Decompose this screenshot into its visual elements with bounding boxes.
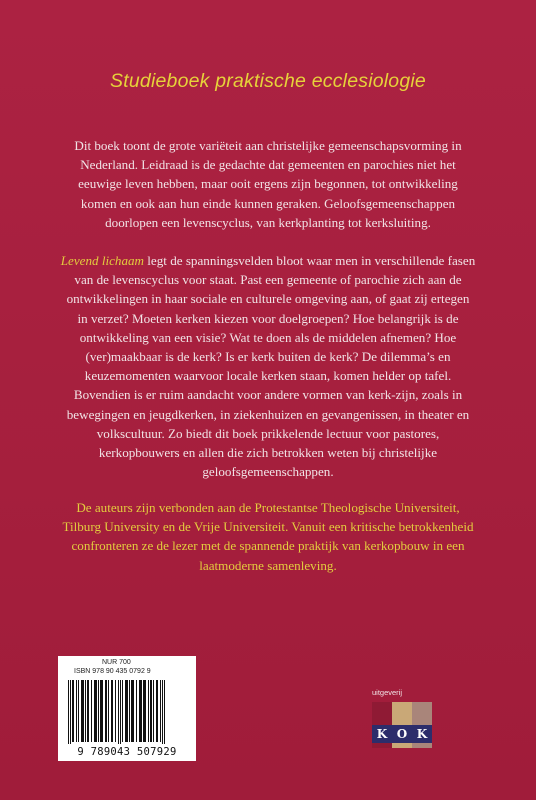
isbn-number: ISBN 978 90 435 0792 9 xyxy=(74,668,151,675)
description-paragraph-2-text: legt de spanningsvelden bloot waar men in verschillende fasen van de levenscyclus voor staat. Past een gemeente of parochie zich aan de ontwikkelingen in haar sociale en culturele omgeving aan, of gaat zij ertegen in verzet? Moeten kerken kiezen voor doelgroepen? Hoe belangrijk is de ontwikkeling van een visie? Wat te doen als de middelen afnemen? Hoe (ver)maakbaar is de kerk? Is er kerk buiten de kerk? De dilemma’s en keuzemomenten waarvoor locale kerken staan, komen helder op tafel. Bovendien is er ruim aandacht voor andere vormen van kerk-zijn, zoals in bewegingen en jeugdkerken, in ziekenhuizen en gevangenissen, in theater en volkscultuur. Zo biedt dit boek prikkelende lectuur voor pastores, kerkopbouwers en allen die zich betrokken weten bij christelijke geloofsgemeenschappen. xyxy=(66,253,476,480)
description-paragraph-2 xyxy=(60,251,476,481)
logo-letter: K xyxy=(376,727,388,741)
logo-letter: O xyxy=(396,727,408,741)
nur-code: NUR 700 xyxy=(102,659,131,666)
kok-logo-icon xyxy=(372,702,432,748)
ean-digits: 9 789043 507929 xyxy=(77,746,177,758)
logo-letter: K xyxy=(416,727,428,741)
publisher-label: uitgeverij xyxy=(372,688,403,697)
authors-paragraph: De auteurs zijn verbonden aan de Protestantse Theologische Universiteit, Tilburg University en de Vrije Universiteit. Vanuit een kritische betrokkenheid confronteren ze de lezer met de spannende praktijk van kerkopbouw in een laatmoderne samenleving. xyxy=(62,500,474,573)
barcode-icon xyxy=(68,680,186,744)
description-paragraph-1: Dit boek toont de grote variëteit aan christelijke gemeenschapsvorming in Nederland. Leidraad is de gedachte dat gemeenten en parochies niet het eeuwige leven hebben, maar ooit ergens zijn begonnen, tot ontwikkeling komen en ook aan hun einde kunnen geraken. Geloofsgemeenschappen doorlopen een levenscyclus, van kerkplanting tot kerksluiting. xyxy=(74,138,462,230)
book-subtitle: Studieboek praktische ecclesiologie xyxy=(110,70,426,92)
barcode-label xyxy=(58,656,196,761)
book-title-emphasis: Levend lichaam xyxy=(60,253,145,268)
